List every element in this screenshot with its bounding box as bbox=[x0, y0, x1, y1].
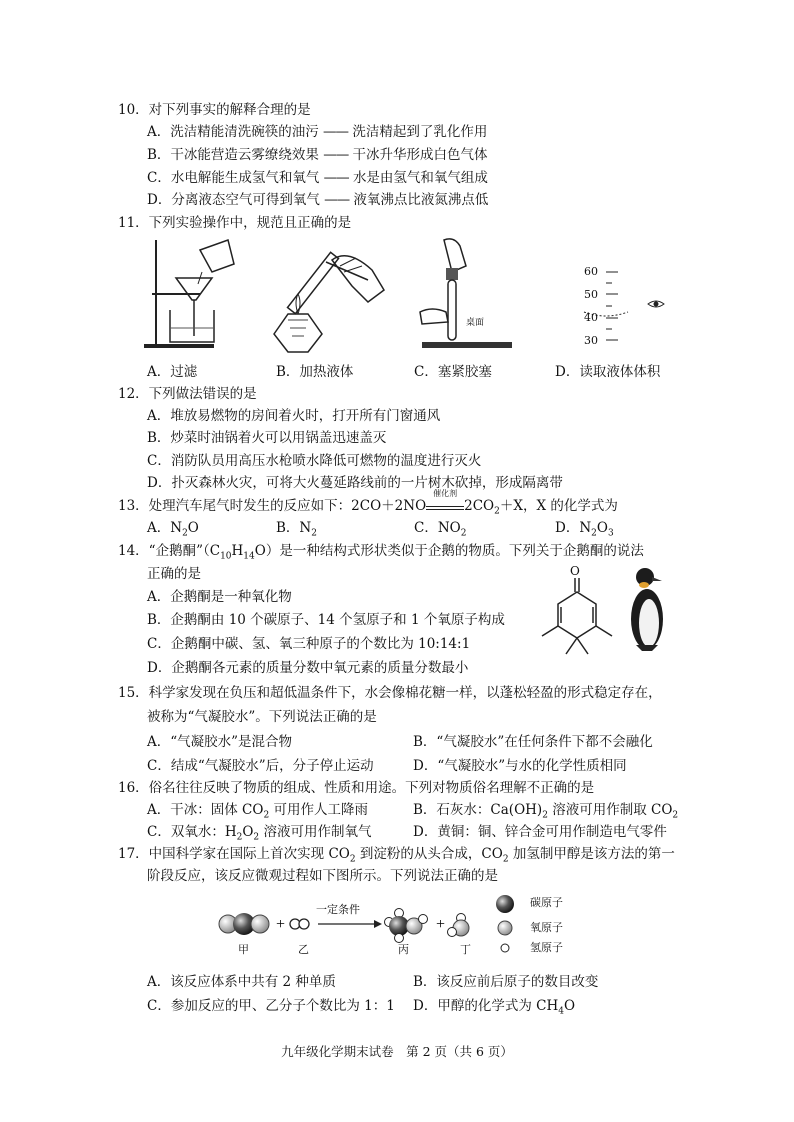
q11-option-d: D．读取液体体积 bbox=[555, 364, 661, 380]
label-yi: 乙 bbox=[298, 943, 309, 956]
q10-option-a: A．洗洁精能清洗碗筷的油污 —— 洗洁精起到了乳化作用 bbox=[147, 124, 488, 140]
q14-option-c: C．企鹅酮中碳、氢、氧三种原子的个数比为 10:14:1 bbox=[147, 636, 471, 652]
filtration-figure bbox=[140, 236, 240, 352]
legend-oxygen: 氧原子 bbox=[530, 921, 563, 934]
tick-30: 30 bbox=[584, 334, 598, 347]
q16-stem: 16．俗名往往反映了物质的组成、性质和用途。下列对物质俗名理解不正确的是 bbox=[118, 780, 595, 796]
q14-stem-2: 正确的是 bbox=[147, 566, 201, 582]
q17-option-d: D．甲醇的化学式为 $CH_4O$ bbox=[413, 998, 576, 1017]
q14-option-a: A．企鹅酮是一种氧化物 bbox=[147, 589, 292, 605]
q17-option-b: B．该反应前后原子的数目改变 bbox=[413, 974, 599, 990]
tick-60: 60 bbox=[584, 265, 598, 278]
penguin-image bbox=[622, 563, 672, 653]
q17-option-c: C．参加反应的甲、乙分子个数比为 1：1 bbox=[147, 998, 395, 1014]
q11-option-c: C．塞紧胶塞 bbox=[414, 364, 492, 380]
reaction-condition: 一定条件 bbox=[316, 903, 360, 916]
stopper-figure bbox=[416, 236, 516, 356]
q16-option-a: A．干冰：固体 $CO_2$ 可用作人工降雨 bbox=[147, 802, 368, 821]
q11-stem: 11．下列实验操作中，规范且正确的是 bbox=[118, 215, 352, 231]
q14-stem-1: 14．“企鹅酮$”(C_{10}H_{14}O)$是一种结构式形状类似于企鹅的物质。下列关于企鹅酮的说法 bbox=[118, 543, 644, 562]
q17-stem-1: 17．中国科学家在国际上首次实现 $CO_2$ 到淀粉的从头合成，$CO_2$ 加氢制甲醇是该方法的第一 bbox=[118, 846, 675, 865]
q15-option-c: C．结成“气凝胶水”后，分子停止运动 bbox=[147, 758, 374, 774]
label-ding: 丁 bbox=[460, 943, 471, 956]
tick-40: 40 bbox=[584, 311, 598, 324]
q12-option-c: C．消防队员用高压水枪喷水降低可燃物的温度进行灭火 bbox=[147, 453, 482, 469]
label-bing: 丙 bbox=[398, 943, 409, 956]
q13-stem: 13．处理汽车尾气时发生的反应如下：2CO＋2NO 催化剂 $2CO_2+X$，X 的化学式为 bbox=[118, 489, 618, 517]
q14-option-d: D．企鹅酮各元素的质量分数中氧元素的质量分数最小 bbox=[147, 660, 469, 676]
legend-carbon: 碳原子 bbox=[530, 896, 563, 909]
q15-option-b: B．“气凝胶水”在任何条件下都不会融化 bbox=[413, 734, 653, 750]
q10-option-b: B．干冰能营造云雾缭绕效果 —— 干冰升华形成白色气体 bbox=[147, 147, 488, 163]
legend-hydrogen: 氢原子 bbox=[530, 941, 563, 954]
q15-option-d: D．“气凝胶水”与水的化学性质相同 bbox=[413, 758, 627, 774]
q12-option-d: D．扑灭森林火灾，可将大火蔓延路线前的一片树木砍掉，形成隔离带 bbox=[147, 475, 563, 491]
desk-label: 桌面 bbox=[466, 318, 485, 328]
label-jia: 甲 bbox=[238, 943, 249, 956]
q12-stem: 12．下列做法错误的是 bbox=[118, 386, 257, 402]
q15-option-a: A．“气凝胶水”是混合物 bbox=[147, 734, 293, 750]
q16-option-c: C．双氧水：$H_2O_2$ 溶液可用作制氧气 bbox=[147, 824, 372, 843]
q13-option-a: A．$N_2O$ bbox=[147, 520, 199, 539]
q14-option-b: B．企鹅酮由 10 个碳原子、14 个氢原子和 1 个氧原子构成 bbox=[147, 612, 505, 628]
q17-option-a: A．该反应体系中共有 2 种单质 bbox=[147, 974, 336, 990]
q10-option-d: D．分离液态空气可得到氧气 —— 液氧沸点比液氮沸点低 bbox=[147, 192, 489, 208]
page-footer: 九年级化学期末试卷 第 2 页（共 6 页） bbox=[281, 1044, 513, 1059]
q15-stem-1: 15．科学家发现在负压和超低温条件下，水会像棉花糖一样，以蓬松轻盈的形式稳定存在， bbox=[118, 685, 662, 701]
heating-liquid-figure bbox=[268, 240, 388, 354]
q10-option-c: C．水电解能生成氢气和氧气 —— 水是由氢气和氧气组成 bbox=[147, 170, 488, 186]
q13-option-c: C．$NO_2$ bbox=[414, 520, 467, 539]
q12-option-b: B．炒菜时油锅着火可以用锅盖迅速盖灭 bbox=[147, 430, 387, 446]
svg-text:+: + bbox=[276, 916, 286, 933]
oxygen-label: O bbox=[570, 564, 580, 578]
q12-option-a: A．堆放易燃物的房间着火时，打开所有门窗通风 bbox=[147, 408, 441, 424]
q11-option-b: B．加热液体 bbox=[276, 364, 354, 380]
q11-option-a: A．过滤 bbox=[147, 364, 198, 380]
q10-stem: 10．对下列事实的解释合理的是 bbox=[118, 102, 311, 118]
q17-stem-2: 阶段反应，该反应微观过程如下图所示。下列说法正确的是 bbox=[147, 868, 498, 884]
q13-option-d: D．$N_2O_3$ bbox=[555, 520, 614, 539]
svg-text:+: + bbox=[436, 916, 446, 933]
q16-option-d: D．黄铜：铜、锌合金可用作制造电气零件 bbox=[413, 824, 667, 840]
tick-50: 50 bbox=[584, 288, 598, 301]
q15-stem-2: 被称为“气凝胶水”。下列说法正确的是 bbox=[147, 709, 377, 725]
q13-option-b: B．$N_2$ bbox=[276, 520, 317, 539]
q16-option-b: B．石灰水：$Ca(OH)_2$ 溶液可用作制取 $CO_2$ bbox=[413, 802, 679, 821]
